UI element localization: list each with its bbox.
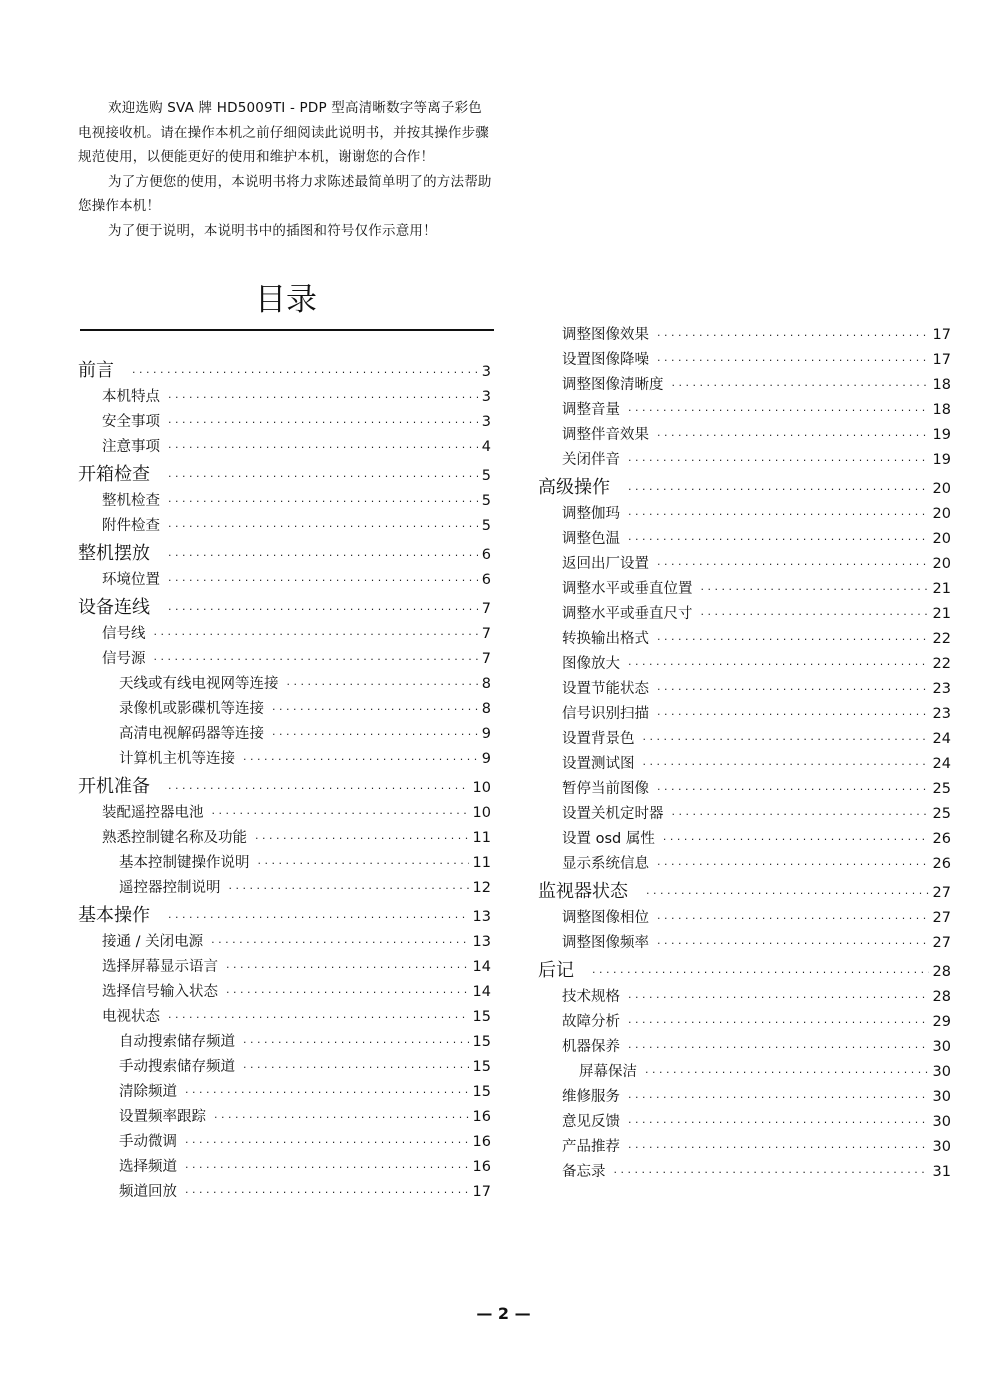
toc-entry[interactable] (78, 435, 491, 460)
toc-entry[interactable] (538, 398, 951, 423)
dot-leader (214, 1111, 469, 1124)
toc-entry-label: 信号线 (102, 626, 146, 642)
toc-entry-label: 装配遥控器电池 (102, 805, 204, 821)
toc-entry-page: 5 (481, 518, 491, 534)
toc-entry-label: 监视器状态 (538, 881, 628, 902)
toc-entry[interactable] (538, 727, 951, 752)
toc-entry[interactable] (538, 1010, 951, 1035)
toc-entry-page: 17 (932, 352, 951, 368)
dot-leader (168, 520, 478, 533)
dot-leader (185, 1186, 469, 1199)
toc-entry[interactable] (538, 752, 951, 777)
intro-paragraph: 为了方便您的使用，本说明书将力求陈述最简单明了的方法帮助您操作本机！ (78, 173, 492, 214)
toc-entry-label: 调整图像频率 (562, 935, 649, 951)
dot-leader (614, 1166, 929, 1179)
toc-entry-page: 22 (932, 631, 951, 647)
toc-entry[interactable] (538, 1035, 951, 1060)
toc-entry-label: 调整音量 (562, 402, 620, 418)
toc-entry-page: 31 (932, 1164, 951, 1180)
toc-entry-page: 26 (932, 831, 951, 847)
toc-entry[interactable] (538, 448, 951, 473)
toc-entry-label: 本机特点 (102, 389, 160, 405)
toc-entry-page: 25 (932, 781, 951, 797)
page-number: — 2 — (476, 1304, 531, 1323)
toc-entry[interactable] (78, 410, 491, 435)
toc-entry-label: 显示系统信息 (562, 856, 649, 872)
toc-entry-label: 清除频道 (119, 1084, 177, 1100)
toc-entry[interactable] (538, 1160, 951, 1185)
toc-entry[interactable] (78, 697, 491, 722)
toc-entry-page: 28 (932, 964, 951, 980)
dot-leader (229, 882, 469, 895)
toc-chapter[interactable] (78, 356, 491, 385)
toc-entry-label: 前言 (78, 360, 114, 381)
toc-entry-label: 信号识别扫描 (562, 706, 649, 722)
toc-entry[interactable] (538, 527, 951, 552)
toc-entry-page: 7 (481, 601, 491, 617)
toc-entry-label: 熟悉控制键名称及功能 (102, 830, 247, 846)
toc-entry-label: 暂停当前图像 (562, 781, 649, 797)
toc-entry[interactable] (78, 851, 491, 876)
toc-entry-page: 30 (932, 1064, 951, 1080)
toc-entry-label: 高清电视解码器等连接 (119, 726, 264, 742)
dot-leader (272, 728, 478, 741)
toc-entry[interactable] (78, 385, 491, 410)
toc-entry-page: 21 (932, 581, 951, 597)
toc-entry-page: 10 (472, 805, 491, 821)
toc-entry[interactable] (538, 602, 951, 627)
toc-entry-page: 21 (932, 606, 951, 622)
toc-entry-label: 调整伽玛 (562, 506, 620, 522)
dot-leader (645, 1066, 929, 1079)
toc-entry-label: 技术规格 (562, 989, 620, 1005)
toc-entry-label: 设置 osd 属性 (562, 831, 655, 847)
toc-entry-page: 30 (932, 1039, 951, 1055)
toc-entry[interactable] (538, 852, 951, 877)
toc-entry-label: 转换输出格式 (562, 631, 649, 647)
toc-entry-label: 故障分析 (562, 1014, 620, 1030)
dot-leader (643, 758, 929, 771)
dot-leader (168, 574, 478, 587)
toc-entry-label: 天线或有线电视网等连接 (119, 676, 279, 692)
dot-leader (657, 429, 929, 442)
dot-leader (211, 936, 468, 949)
dot-leader (628, 404, 929, 417)
toc-entry-label: 选择频道 (119, 1159, 177, 1175)
dot-leader (243, 1036, 469, 1049)
toc-entry[interactable] (78, 1130, 491, 1155)
toc-entry-label: 基本控制键操作说明 (119, 855, 250, 871)
dot-leader (592, 966, 929, 979)
dot-leader (657, 329, 929, 342)
dot-leader (243, 753, 478, 766)
toc-entry-label: 屏幕保洁 (579, 1064, 637, 1080)
toc-chapter[interactable] (538, 956, 951, 985)
dot-leader (185, 1086, 469, 1099)
dot-leader (672, 808, 929, 821)
dot-leader (287, 678, 478, 691)
toc-entry-page: 27 (932, 910, 951, 926)
toc-chapter[interactable] (538, 877, 951, 906)
toc-entry-page: 11 (472, 830, 491, 846)
toc-entry-label: 机器保养 (562, 1039, 620, 1055)
toc-left-column (78, 356, 491, 1205)
toc-entry-page: 20 (932, 506, 951, 522)
toc-entry[interactable] (78, 1105, 491, 1130)
toc-entry-page: 15 (472, 1084, 491, 1100)
dot-leader (132, 366, 478, 379)
toc-entry-label: 意见反馈 (562, 1114, 620, 1130)
toc-entry[interactable] (78, 489, 491, 514)
toc-chapter[interactable] (78, 593, 491, 622)
toc-entry-label: 调整水平或垂直尺寸 (562, 606, 693, 622)
dot-leader (226, 961, 469, 974)
intro-paragraph: 为了便于说明，本说明书中的插图和符号仅作示意用！ (108, 222, 437, 239)
toc-entry-label: 信号源 (102, 651, 146, 667)
toc-entry-label: 设备连线 (78, 597, 150, 618)
toc-entry-label: 录像机或影碟机等连接 (119, 701, 264, 717)
toc-chapter[interactable] (78, 901, 491, 930)
dot-leader (657, 858, 929, 871)
toc-chapter[interactable] (78, 772, 491, 801)
toc-chapter[interactable] (78, 539, 491, 568)
toc-entry-page: 17 (932, 327, 951, 343)
toc-entry[interactable] (78, 955, 491, 980)
toc-entry-page: 15 (472, 1059, 491, 1075)
toc-entry-label: 设置测试图 (562, 756, 635, 772)
toc-entry-label: 接通 / 关闭电源 (102, 934, 204, 950)
toc-entry[interactable] (78, 1080, 491, 1105)
toc-right-column (538, 323, 951, 1185)
dot-leader (258, 857, 469, 870)
toc-entry-page: 13 (472, 934, 491, 950)
toc-entry-page: 3 (481, 389, 491, 405)
toc-entry[interactable] (538, 577, 951, 602)
toc-entry-label: 遥控器控制说明 (119, 880, 221, 896)
toc-entry-page: 6 (481, 572, 491, 588)
dot-leader (657, 783, 929, 796)
toc-entry-label: 电视状态 (102, 1009, 160, 1025)
toc-entry-page: 24 (932, 731, 951, 747)
dot-leader (212, 807, 469, 820)
toc-entry[interactable] (538, 931, 951, 956)
dot-leader (663, 833, 929, 846)
toc-entry-page: 23 (932, 706, 951, 722)
toc-entry-page: 14 (472, 959, 491, 975)
toc-entry[interactable] (78, 876, 491, 901)
dot-leader (185, 1136, 469, 1149)
toc-entry-page: 23 (932, 681, 951, 697)
toc-entry[interactable] (78, 568, 491, 593)
toc-entry-page: 28 (932, 989, 951, 1005)
dot-leader (657, 912, 929, 925)
toc-entry-label: 手动微调 (119, 1134, 177, 1150)
toc-entry-page: 22 (932, 656, 951, 672)
dot-leader (628, 454, 929, 467)
toc-entry-label: 环境位置 (102, 572, 160, 588)
toc-entry-label: 图像放大 (562, 656, 620, 672)
toc-entry-label: 整机检查 (102, 493, 160, 509)
dot-leader (701, 608, 929, 621)
toc-entry-page: 5 (481, 468, 491, 484)
toc-entry-page: 10 (472, 780, 491, 796)
toc-entry[interactable] (538, 677, 951, 702)
toc-entry-page: 16 (472, 1109, 491, 1125)
toc-entry-page: 27 (932, 885, 951, 901)
toc-entry-label: 高级操作 (538, 477, 610, 498)
toc-entry[interactable] (538, 348, 951, 373)
toc-entry-label: 设置图像降噪 (562, 352, 649, 368)
toc-entry[interactable] (78, 672, 491, 697)
toc-entry[interactable] (78, 930, 491, 955)
dot-leader (168, 911, 469, 924)
toc-entry-page: 15 (472, 1034, 491, 1050)
dot-leader (154, 628, 478, 641)
toc-entry-label: 调整图像效果 (562, 327, 649, 343)
toc-entry[interactable] (538, 702, 951, 727)
toc-entry-label: 选择信号输入状态 (102, 984, 218, 1000)
toc-entry[interactable] (78, 1180, 491, 1205)
toc-entry[interactable] (538, 423, 951, 448)
toc-entry[interactable] (538, 985, 951, 1010)
toc-chapter[interactable] (78, 460, 491, 489)
toc-entry-page: 20 (932, 531, 951, 547)
toc-entry-page: 19 (932, 427, 951, 443)
dot-leader (168, 1011, 469, 1024)
dot-leader (657, 633, 929, 646)
toc-entry[interactable] (78, 1155, 491, 1180)
toc-entry-label: 调整水平或垂直位置 (562, 581, 693, 597)
toc-entry[interactable] (538, 323, 951, 348)
toc-entry[interactable] (538, 1085, 951, 1110)
dot-leader (168, 470, 478, 483)
toc-entry-label: 备忘录 (562, 1164, 606, 1180)
dot-leader (628, 1041, 929, 1054)
toc-entry[interactable] (538, 1110, 951, 1135)
toc-entry-label: 整机摆放 (78, 543, 150, 564)
dot-leader (657, 558, 929, 571)
toc-entry-label: 后记 (538, 960, 574, 981)
toc-entry[interactable] (78, 801, 491, 826)
toc-entry-label: 设置频率跟踪 (119, 1109, 206, 1125)
toc-entry[interactable] (78, 622, 491, 647)
toc-entry-label: 选择屏幕显示语言 (102, 959, 218, 975)
toc-chapter[interactable] (538, 473, 951, 502)
toc-entry-page: 14 (472, 984, 491, 1000)
toc-entry-label: 频道回放 (119, 1184, 177, 1200)
toc-entry-page: 16 (472, 1134, 491, 1150)
toc-entry-page: 12 (472, 880, 491, 896)
toc-entry-label: 设置节能状态 (562, 681, 649, 697)
dot-leader (628, 1091, 929, 1104)
dot-leader (168, 391, 478, 404)
dot-leader (628, 1141, 929, 1154)
toc-entry-label: 手动搜索储存频道 (119, 1059, 235, 1075)
toc-entry-label: 基本操作 (78, 905, 150, 926)
dot-leader (672, 379, 929, 392)
toc-entry-page: 19 (932, 452, 951, 468)
toc-entry-label: 关闭伴音 (562, 452, 620, 468)
toc-entry[interactable] (78, 1005, 491, 1030)
toc-entry[interactable] (78, 1030, 491, 1055)
toc-entry-page: 20 (932, 556, 951, 572)
toc-entry[interactable] (538, 502, 951, 527)
toc-entry-page: 24 (932, 756, 951, 772)
dot-leader (168, 603, 478, 616)
toc-entry-label: 设置关机定时器 (562, 806, 664, 822)
toc-entry-page: 8 (481, 701, 491, 717)
dot-leader (154, 653, 478, 666)
dot-leader (168, 782, 469, 795)
dot-leader (657, 708, 929, 721)
toc-entry[interactable] (78, 722, 491, 747)
toc-entry[interactable] (78, 980, 491, 1005)
toc-entry-label: 计算机主机等连接 (119, 751, 235, 767)
toc-entry-page: 20 (932, 481, 951, 497)
toc-entry[interactable] (78, 1055, 491, 1080)
dot-leader (243, 1061, 469, 1074)
toc-entry[interactable] (78, 826, 491, 851)
dot-leader (226, 986, 469, 999)
toc-entry[interactable] (78, 514, 491, 539)
toc-entry-page: 13 (472, 909, 491, 925)
dot-leader (168, 495, 478, 508)
dot-leader (628, 483, 929, 496)
dot-leader (628, 658, 929, 671)
toc-entry-page: 17 (472, 1184, 491, 1200)
toc-entry-page: 4 (481, 439, 491, 455)
toc-entry-page: 26 (932, 856, 951, 872)
toc-entry[interactable] (538, 652, 951, 677)
toc-entry-page: 5 (481, 493, 491, 509)
dot-leader (643, 733, 929, 746)
toc-entry-label: 调整伴音效果 (562, 427, 649, 443)
toc-entry-page: 6 (481, 547, 491, 563)
intro-paragraph: 欢迎选购 SVA 牌 HD5009TI - PDP 型高清晰数字等离子彩色电视接收机。请在操作本机之前仔细阅读此说明书，并按其操作步骤规范使用，以便能更好的使用和维护本机，谢谢您的合作！ (78, 100, 489, 165)
toc-title: 目录 (255, 282, 317, 318)
dot-leader (185, 1161, 469, 1174)
dot-leader (628, 1116, 929, 1129)
toc-entry[interactable] (538, 802, 951, 827)
toc-entry[interactable] (538, 1135, 951, 1160)
toc-entry[interactable] (538, 552, 951, 577)
toc-entry-page: 8 (481, 676, 491, 692)
toc-entry-label: 注意事项 (102, 439, 160, 455)
dot-leader (628, 508, 929, 521)
toc-entry[interactable] (538, 373, 951, 398)
toc-entry-label: 设置背景色 (562, 731, 635, 747)
toc-entry-page: 3 (481, 414, 491, 430)
toc-entry-label: 自动搜索储存频道 (119, 1034, 235, 1050)
toc-entry-page: 30 (932, 1139, 951, 1155)
toc-entry[interactable] (538, 827, 951, 852)
toc-entry-page: 18 (932, 402, 951, 418)
intro-text (78, 96, 494, 243)
toc-entry-page: 3 (481, 364, 491, 380)
toc-entry-page: 7 (481, 651, 491, 667)
toc-entry-page: 18 (932, 377, 951, 393)
toc-entry-page: 30 (932, 1114, 951, 1130)
toc-entry-label: 开箱检查 (78, 464, 150, 485)
dot-leader (701, 583, 929, 596)
toc-entry[interactable] (538, 627, 951, 652)
toc-entry-label: 安全事项 (102, 414, 160, 430)
dot-leader (272, 703, 478, 716)
toc-entry-label: 调整图像相位 (562, 910, 649, 926)
toc-entry[interactable] (78, 647, 491, 672)
dot-leader (168, 441, 478, 454)
toc-entry-page: 30 (932, 1089, 951, 1105)
title-divider (80, 329, 494, 331)
toc-entry-page: 11 (472, 855, 491, 871)
toc-entry-page: 9 (481, 751, 491, 767)
toc-entry-label: 调整色温 (562, 531, 620, 547)
toc-entry-label: 附件检查 (102, 518, 160, 534)
dot-leader (657, 683, 929, 696)
toc-entry[interactable] (538, 1060, 951, 1085)
toc-entry-label: 产品推荐 (562, 1139, 620, 1155)
toc-entry-page: 7 (481, 626, 491, 642)
dot-leader (168, 549, 478, 562)
dot-leader (657, 937, 929, 950)
toc-entry-label: 维修服务 (562, 1089, 620, 1105)
dot-leader (168, 416, 478, 429)
dot-leader (255, 832, 469, 845)
toc-entry-label: 开机准备 (78, 776, 150, 797)
toc-entry-page: 15 (472, 1009, 491, 1025)
dot-leader (628, 1016, 929, 1029)
dot-leader (646, 887, 929, 900)
toc-entry[interactable] (78, 747, 491, 772)
toc-entry-label: 调整图像清晰度 (562, 377, 664, 393)
toc-entry[interactable] (538, 777, 951, 802)
toc-entry-page: 27 (932, 935, 951, 951)
dot-leader (628, 991, 929, 1004)
toc-entry-page: 29 (932, 1014, 951, 1030)
dot-leader (657, 354, 929, 367)
toc-entry[interactable] (538, 906, 951, 931)
toc-entry-page: 25 (932, 806, 951, 822)
toc-entry-page: 16 (472, 1159, 491, 1175)
toc-entry-page: 9 (481, 726, 491, 742)
dot-leader (628, 533, 929, 546)
toc-entry-label: 返回出厂设置 (562, 556, 649, 572)
